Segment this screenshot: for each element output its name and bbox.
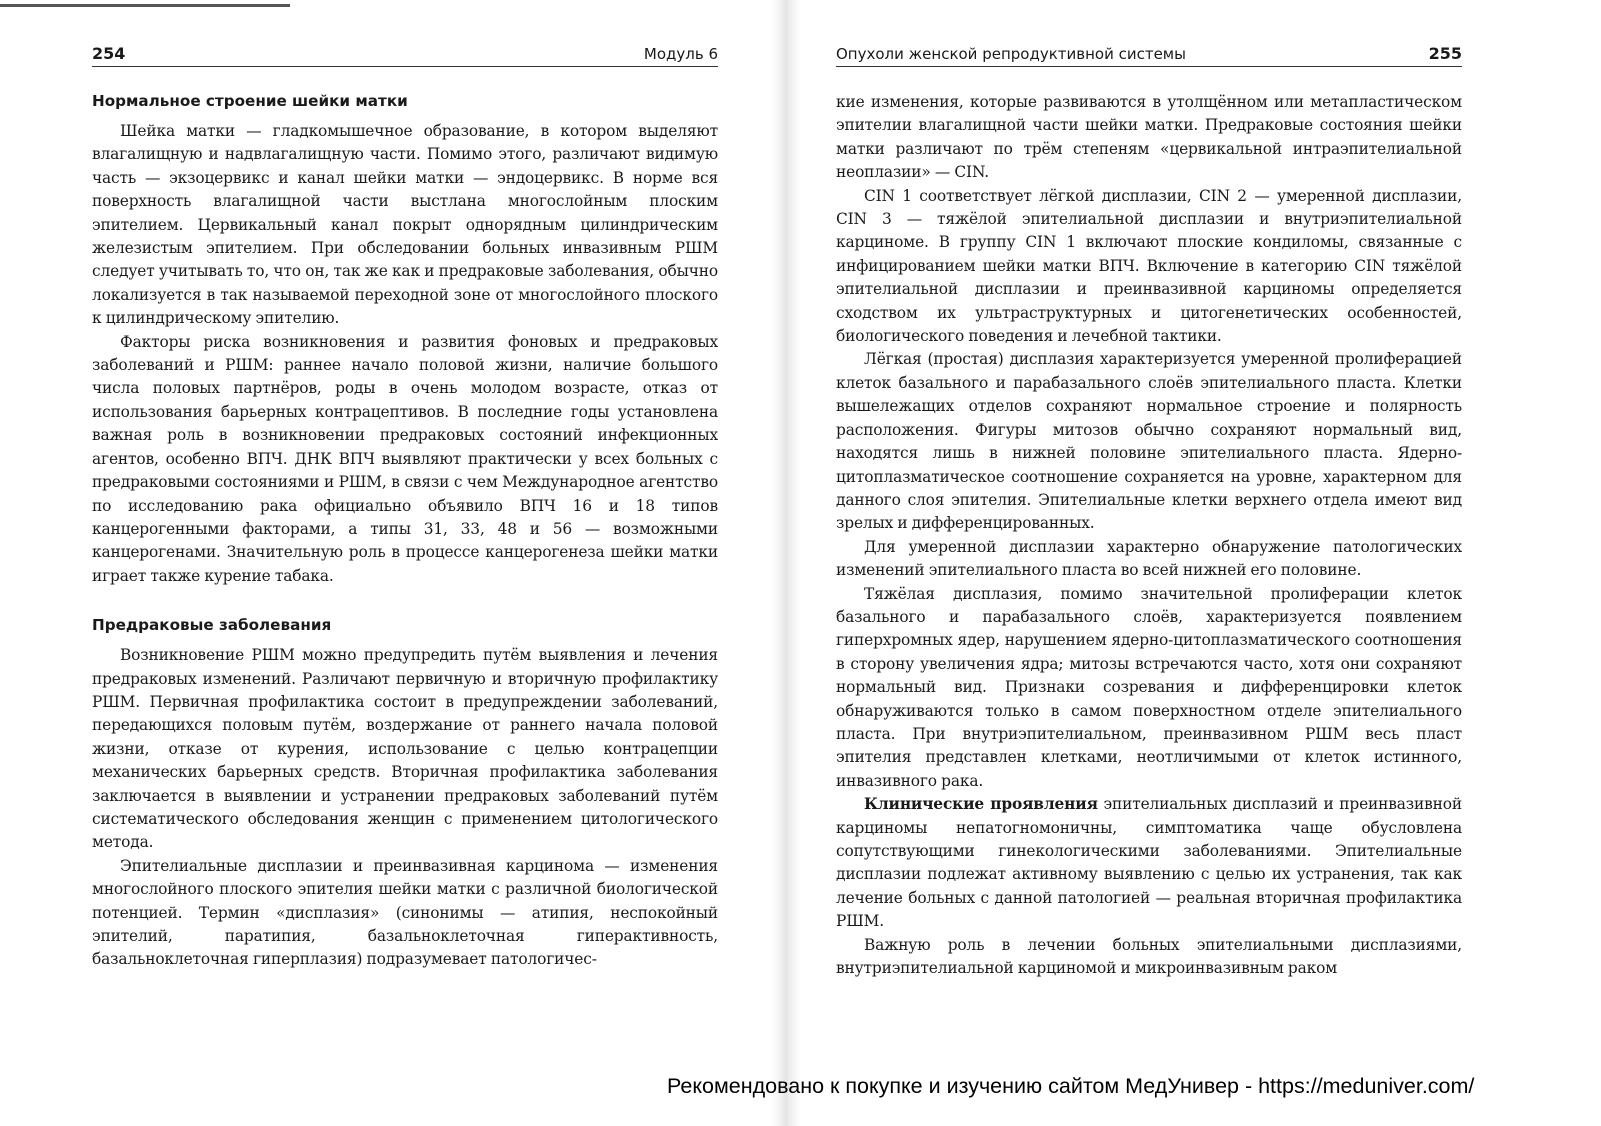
right-paragraph-7: Важную роль в лечении больных эпителиальными дисплазиями, внутриэпителиальной карциномой и микроинвазивным раком: [836, 935, 1462, 978]
right-page-number: 255: [1428, 44, 1462, 63]
clinical-manifestations-term: Клинические проявления: [864, 795, 1098, 814]
left-paragraph-3: Возникновение РШМ можно предупредить путём выявления и лечения предраковых изменений. Различают первичную и вторичную профилактику РШМ. Первичная профилактика состоит в предупреждении заболеваний, передающихся половым путём, воздержание от раннего начала половой жизни, отказе от курения, использование с целью контрацепции механических барьерных средств. Вторичная профилактика заболевания заключается в выявлении и устранении предраковых заболеваний путём систематического обследования женщин с применением цитологического метода.: [92, 646, 718, 852]
section-heading-precancer: Предраковые заболевания: [92, 616, 332, 635]
right-paragraph-5: Тяжёлая дисплазия, помимо значительной пролиферации клеток базального и парабазального слоёв, характеризуется появлением гиперхромных ядер, нарушением ядерно-цитоплазматического соотношения в сторону увеличения ядра; митозы встречаются часто, хотя они сохраняют нормальный вид. Признаки созревания и дифференцировки клеток обнаруживаются только в самом поверхностном отделе эпителиального пласта. При внутриэпителиальном, преинвазивном РШМ весь пласт эпителия представлен клетками, неотличимыми от клеток истинного, инвазивного рака.: [836, 584, 1462, 790]
left-page-body: [92, 90, 718, 972]
right-paragraph-2: CIN 1 соответствует лёгкой дисплазии, CIN 2 — умеренной дисплазии, CIN 3 — тяжёлой эпителиальной дисплазии и внутриэпителиальной карциноме. В группу CIN 1 включают плоские кондиломы, связанные с инфицированием шейки матки ВПЧ. Включение в категорию CIN тяжёлой эпителиальной дисплазии и преинвазивной карциномы определяется сходством их ультраструктурных и цитогенетических особенностей, биологического поведения и лечебной тактики.: [836, 186, 1462, 346]
left-paragraph-1: Шейка матки — гладкомышечное образование, в котором выделяют влагалищную и надвлагалищную части. Помимо этого, различают видимую часть — экзоцервикс и канал шейки матки — эндоцервикс. В норме вся поверхность влагалищной части выстлана многослойным плоским эпителием. Цервикальный канал покрыт однорядным цилиндрическим железистым эпителием. При обследовании больных инвазивным РШМ следует учитывать то, что он, так же как и предраковые заболевания, обычно локализуется в так называемой переходной зоне от многослойного плоского к цилиндрическому эпителию.: [92, 122, 718, 328]
right-running-header: [836, 44, 1462, 67]
left-page-number: 254: [92, 44, 126, 63]
right-paragraph-6-text: эпителиальных дисплазий и преинвазивной карциномы непатогномоничны, симптоматика чаще обусловлена сопутствующими гинекологическими заболеваниями. Эпителиальные дисплазии подлежат активному выявлению с целью их устранения, так как лечение больных с данной патологией — реальная вторичная профилактика РШМ.: [836, 795, 1462, 931]
right-paragraph-6: [836, 793, 1462, 933]
section-heading-normal-structure: Нормальное строение шейки матки: [92, 92, 408, 110]
book-spine: [772, 0, 800, 1126]
left-page: [92, 0, 718, 1070]
left-paragraph-2: Факторы риска возникновения и развития фоновых и предраковых заболеваний и РШМ: раннее начало половой жизни, наличие большого числа половых партнёров, роды в очень молодом возрасте, отказ от использования барьерных контрацептивов. В последние годы установлена важная роль в возникновении предраковых состояний инфекционных агентов, особенно ВПЧ. ДНК ВПЧ выявляют практически у всех больных с предраковыми состояниями и РШМ, в связи с чем Международное агентство по исследованию рака официально объявило ВПЧ 16 и 18 типов канцерогенными факторами, а типы 31, 33, 48 и 56 — возможными канцерогенами. Значительную роль в процессе канцерогенеза шейки матки играет также курение табака.: [92, 332, 718, 585]
right-paragraph-4: Для умеренной дисплазии характерно обнаружение патологических изменений эпителиального пласта во всей нижней его половине.: [836, 537, 1462, 580]
left-running-header: [92, 44, 718, 67]
right-page: [836, 0, 1462, 1070]
left-running-title: Модуль 6: [643, 45, 718, 63]
right-paragraph-1: кие изменения, которые развиваются в утолщённом или метапластическом эпителии влагалищной части шейки матки. Предраковые состояния шейки матки различают по трём степеням «цервикальной интраэпителиальной неоплазии» — CIN.: [836, 93, 1462, 182]
right-page-body: [836, 91, 1462, 980]
left-paragraph-4: Эпителиальные дисплазии и преинвазивная карцинома — изменения многослойного плоского эпителия шейки матки с различной биологической потенцией. Термин «дисплазия» (синонимы — атипия, неспокойный эпителий, паратипия, базальноклеточная гиперактивность, базальноклеточная гиперплазия) подразумевает патологичес-: [92, 856, 718, 969]
right-paragraph-3: Лёгкая (простая) дисплазия характеризуется умеренной пролиферацией клеток базального и парабазального слоёв эпителиального пласта. Клетки вышележащих отделов сохраняют нормальное строение и полярность расположения. Фигуры митозов обычно сохраняют нормальный вид, находятся лишь в нижней половине эпителиального пласта. Ядерно-цитоплазматическое соотношение сохраняется на уровне, характерном для данного слоя эпителия. Эпителиальные клетки верхнего отдела имеют вид зрелых и дифференцированных.: [836, 350, 1462, 533]
watermark-footer: Рекомендовано к покупке и изучению сайтом МедУнивер - https://meduniver.com/: [667, 1074, 1475, 1098]
right-running-title: Опухоли женской репродуктивной системы: [836, 45, 1186, 63]
